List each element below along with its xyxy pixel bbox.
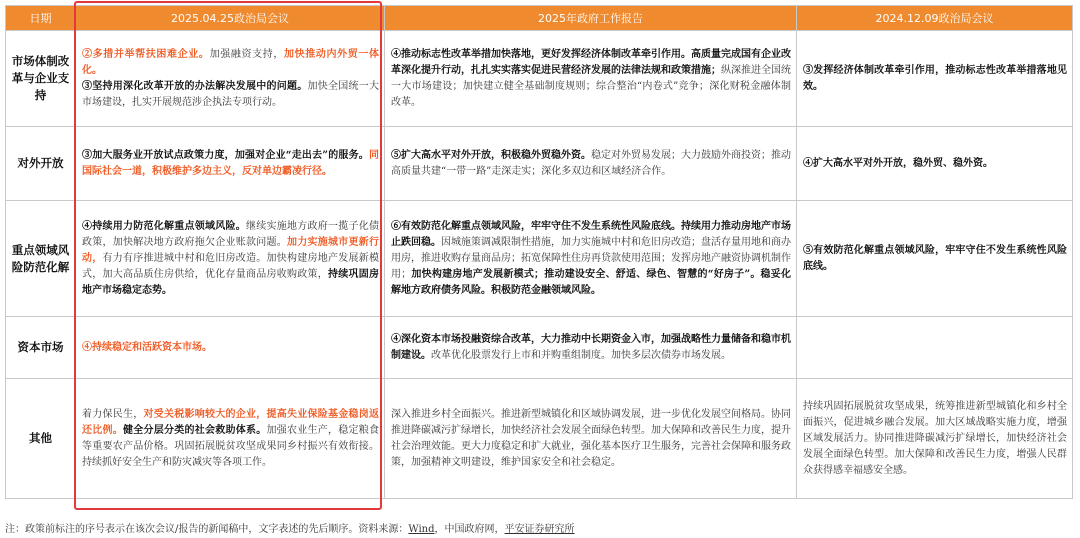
cell-politburo-2025-04 (76, 317, 385, 379)
cell-politburo-2025-04 (76, 379, 385, 499)
text-highlight: 加力实施城市更新行动， (82, 237, 379, 264)
source-wind-link[interactable]: Wind (408, 524, 435, 535)
text: 着力保民生， (82, 409, 144, 420)
comparison-table-wrapper (5, 5, 1072, 499)
row-label: 市场体制改革与企业支持 (6, 31, 76, 127)
text-highlight: ④持续稳定和活跃资本市场。 (82, 342, 212, 353)
text: 继续实施地方政府一揽子化债政策，加快解决地方政府拖欠企业账款问题。 (82, 221, 379, 248)
row-label: 其他 (6, 379, 76, 499)
text-bold: ④扩大高水平对外开放，稳外贸、稳外资。 (803, 158, 993, 169)
header-row (6, 6, 1073, 31)
table-row (6, 379, 1073, 499)
text-bold: 加快构建房地产发展新模式；推动建设安全、舒适、绿色、智慧的“好房子”。稳妥化解地方政府债务风险。积极防范金融领域风险。 (391, 269, 791, 296)
text: 加快全国统一大市场建设，扎实开展规范涉企执法专项行动。 (82, 81, 379, 108)
text-bold: 持续巩固房地产市场稳定态势。 (82, 269, 379, 296)
row-label: 资本市场 (6, 317, 76, 379)
header-politburo-2025-04: 2025.04.25政治局会议 (76, 6, 385, 31)
row-label: 对外开放 (6, 127, 76, 201)
text: 深入推进乡村全面振兴。推进新型城镇化和区域协调发展，进一步优化发展空间格局。协同推进降碳减污扩绿增长，加快经济社会发展全面绿色转型。加大保障和改善民生力度，提升社会治理效能。更大力度稳定和扩大就业，强化基本医疗卫生服务，完善社会保障和服务政策，加强精神文明建设，维护国家安全和社会稳定。 (391, 409, 791, 468)
source-note (5, 520, 575, 535)
cell-politburo-2024-12 (797, 379, 1073, 499)
text-bold: ③坚持用深化改革开放的办法解决发展中的问题。 (82, 81, 308, 92)
text-bold: ③加大服务业开放试点政策力度，加强对企业“走出去”的服务。 (82, 150, 369, 161)
text-bold: ④持续用力防范化解重点领域风险。 (82, 221, 246, 232)
cell-politburo-2024-12 (797, 201, 1073, 317)
text: 因城施策调减限制性措施，加力实施城中村和危旧房改造；盘活存量用地和商办用房，推进收购存量商品房；拓宽保障性住房再贷款使用范围；发挥房地产融资协调机制作用； (391, 237, 791, 280)
cell-gov-work-report (385, 201, 797, 317)
text: 纵深推进全国统一大市场建设；加快建立健全基础制度规则；综合整治“内卷式”竞争；深化财税金融体制改革。 (391, 65, 791, 108)
note-text: ，中国政府网， (434, 524, 505, 535)
text-highlight: ②多措并举帮扶困难企业。 (82, 49, 210, 60)
text: 稳定对外贸易发展；大力鼓励外商投资；推动高质量共建“一带一路”走深走实；深化多双边和区域经济合作。 (391, 150, 791, 177)
cell-politburo-2024-12 (797, 127, 1073, 201)
text: 加强农业生产，稳定粮食等重要农产品价格。巩固拓展脱贫攻坚成果同乡村振兴有效衔接。持续抓好安全生产和防灾减灾等各项工作。 (82, 425, 379, 468)
text-bold: ⑤扩大高水平对外开放，积极稳外贸稳外资。 (391, 150, 591, 161)
policy-comparison-table (5, 5, 1073, 499)
header-date: 日期 (6, 6, 76, 31)
text: 持续巩固拓展脱贫攻坚成果，统筹推进新型城镇化和乡村全面振兴，促进城乡融合发展。加大区域战略实施力度，增强区域发展活力。协同推进降碳减污扩绿增长，加快经济社会发展全面绿色转型。加大保障和改善民生力度，增强人民群众获得感幸福感安全感。 (803, 401, 1067, 476)
note-text: 注：政策前标注的序号表示在该次会议/报告的新闻稿中，文字表述的先后顺序。资料来源： (5, 524, 409, 535)
cell-politburo-2025-04 (76, 127, 385, 201)
text-bold: ③发挥经济体制改革牵引作用，推动标志性改革举措落地见效。 (803, 65, 1067, 92)
cell-politburo-2024-12 (797, 31, 1073, 127)
text: 加强融资支持， (209, 49, 284, 60)
table-row (6, 127, 1073, 201)
text-bold: ⑤有效防范化解重点领域风险，牢牢守住不发生系统性风险底线。 (803, 245, 1067, 272)
cell-gov-work-report (385, 127, 797, 201)
cell-politburo-2024-12 (797, 317, 1073, 379)
cell-politburo-2025-04 (76, 201, 385, 317)
text-bold: ④推动标志性改革举措加快落地，更好发挥经济体制改革牵引作用。高质量完成国有企业改革深化提升行动，扎扎实实落实促进民营经济发展的法律法规和政策措施； (391, 49, 791, 76)
cell-gov-work-report (385, 31, 797, 127)
text: 改革优化股票发行上市和并购重组制度。加快多层次债券市场发展。 (431, 350, 731, 361)
text-highlight: 同国际社会一道，积极维护多边主义，反对单边霸凌行径。 (82, 150, 379, 177)
cell-politburo-2025-04 (76, 31, 385, 127)
cell-gov-work-report (385, 379, 797, 499)
text-highlight: 对受关税影响较大的企业，提高失业保险基金稳岗返还比例。 (82, 409, 379, 436)
text-bold: ④深化资本市场投融资综合改革，大力推动中长期资金入市，加强战略性力量储备和稳市机制建设。 (391, 334, 791, 361)
table-row (6, 201, 1073, 317)
text-bold: ⑥有效防范化解重点领域风险，牢牢守住不发生系统性风险底线。持续用力推动房地产市场止跌回稳。 (391, 221, 791, 248)
row-label: 重点领域风险防范化解 (6, 201, 76, 317)
table-row (6, 31, 1073, 127)
cell-gov-work-report (385, 317, 797, 379)
header-politburo-2024-12: 2024.12.09政治局会议 (797, 6, 1073, 31)
header-gov-work-report: 2025年政府工作报告 (385, 6, 797, 31)
text-bold: 健全分层分类的社会救助体系。 (123, 425, 267, 436)
text: 有力有序推进城中村和危旧房改造。加快构建房地产发展新模式，加大高品质住房供给，优化存量商品房收购政策， (82, 253, 379, 280)
table-row (6, 317, 1073, 379)
text-highlight: 加快推动内外贸一体化。 (82, 49, 380, 76)
source-pingan-link[interactable]: 平安证券研究所 (504, 524, 575, 535)
